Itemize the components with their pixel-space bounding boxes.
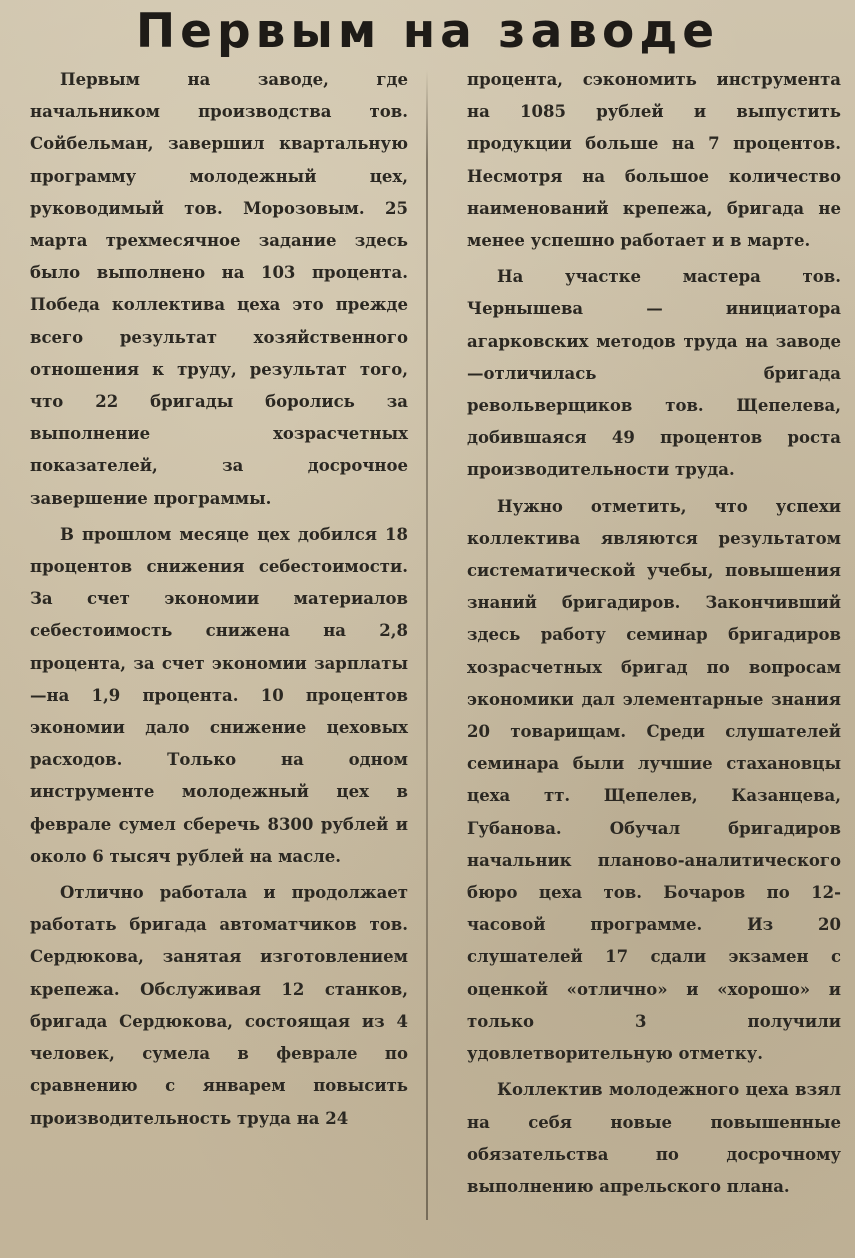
article-column-right [467, 64, 841, 1203]
article-headline: Первым на заводе [135, 4, 720, 59]
article-column-left [30, 64, 408, 1135]
paragraph-left-3: Отлично работала и продолжает работать бригада автоматчиков тов. Сердюкова, занятая изготовлением крепежа. Обслуживая 12 станков, бригада Сердюкова, состоящая из 4 человек, сумела в феврале по сравнению с январем повысить производительность труда на 24 [30, 883, 408, 1128]
paragraph-right-4: Коллектив молодежного цеха взял на себя новые повышенные обязательства по досрочному выполнению апрельского плана. [467, 1080, 841, 1196]
paragraph-left-2: В прошлом месяце цех добился 18 процентов снижения себестоимости. За счет экономии материалов себестоимость снижена на 2,8 процента, за счет экономии зарплаты—на 1,9 процента. 10 процентов экономии дало снижение цеховых расходов. Только на одном инструменте молодежный цех в феврале сумел сберечь 8300 рублей и около 6 тысяч рублей на масле. [30, 524, 408, 866]
paragraph-right-2: На участке мастера тов. Чернышева — инициатора агарковских методов труда на заводе—отличилась бригада револьверщиков тов. Щепелева, добившаяся 49 процентов роста производительности труда. [467, 267, 841, 480]
paragraph-left-1: Первым на заводе, где начальником производства тов. Сойбельман, завершил квартальную программу молодежный цех, руководимый тов. Морозовым. 25 марта трехмесячное задание здесь было выполнено на 103 процента. Победа коллектива цеха это прежде всего результат хозяйственного отношения к труду, результат того, что 22 бригады боролись за выполнение хозрасчетных показателей, за досрочное завершение программы. [30, 70, 408, 508]
column-divider [426, 70, 428, 1220]
paragraph-right-1: процента, сэкономить инструмента на 1085 рублей и выпустить продукции больше на 7 процентов. Несмотря на большое количество наименований крепежа, бригада не менее успешно работает и в марте. [467, 70, 841, 251]
paragraph-right-3: Нужно отметить, что успехи коллектива являются результатом систематической учебы, повышения знаний бригадиров. Закончивший здесь работу семинар бригадиров хозрасчетных бригад по вопросам экономики дал элементарные знания 20 товарищам. Среди слушателей семинара были лучшие стахановцы цеха тт. Щепелев, Казанцева, Губанова. Обучал бригадиров начальник планово-аналитического бюро цеха тов. Бочаров по 12-часовой программе. Из 20 слушателей 17 сдали экзамен с оценкой «отлично» и «хорошо» и только 3 получили удовлетворительную отметку. [467, 496, 841, 1064]
